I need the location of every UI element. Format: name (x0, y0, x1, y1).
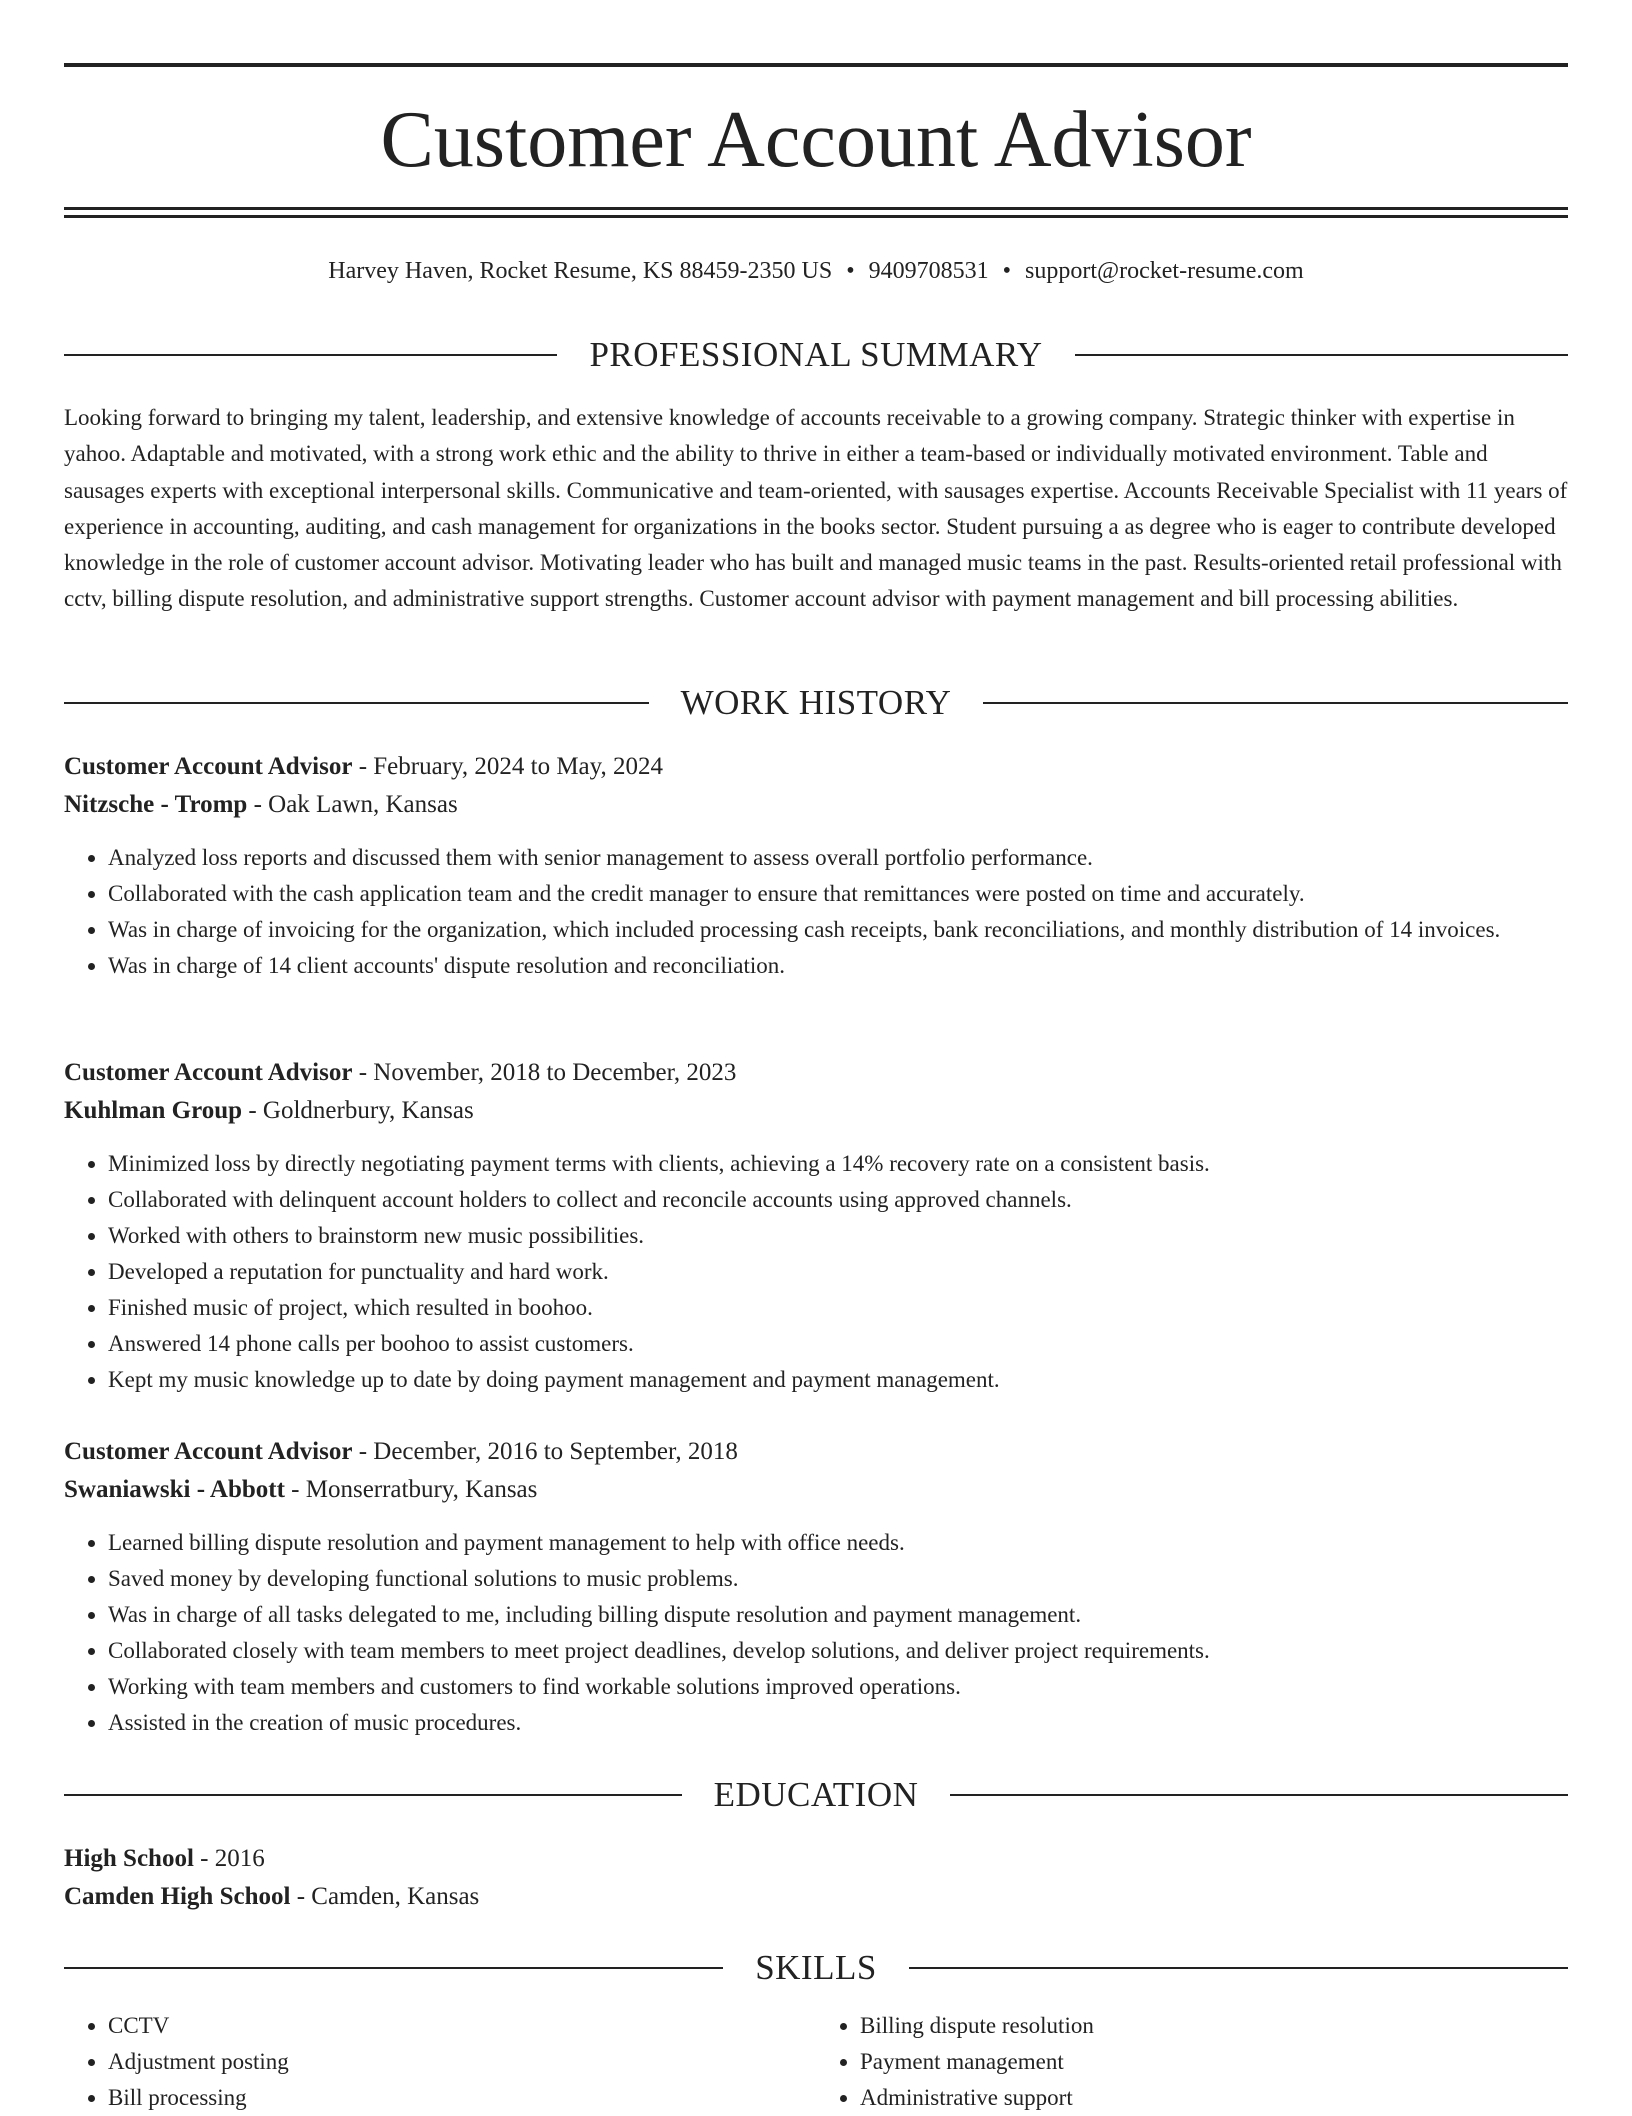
job-title-line (64, 1054, 1568, 1092)
job-bullets (64, 1146, 1568, 1398)
education-school-line (64, 1878, 1568, 1916)
section-title-summary: PROFESSIONAL SUMMARY (589, 335, 1043, 374)
job-bullet: • Minimized loss by directly negotiating payment terms with clients, achieving a 14% recovery rate on a consistent basis. (108, 1146, 1568, 1182)
section-title-skills: SKILLS (755, 1948, 877, 1987)
skill-item: • Billing dispute resolution (860, 2008, 1568, 2044)
section-heading-education (64, 1773, 1568, 1817)
job-company-line (64, 1092, 1568, 1130)
job-company: Nitzsche - Tromp (64, 791, 248, 818)
job-bullet: • Collaborated with delinquent account holders to collect and reconcile accounts using approved channels. (108, 1182, 1568, 1218)
job-bullet: • Assisted in the creation of music procedures. (108, 1705, 1568, 1741)
contact-address: Harvey Haven, Rocket Resume, KS 88459-2350 US (328, 258, 833, 284)
contact-email: support@rocket-resume.com (1025, 258, 1304, 284)
job-dates: - February, 2024 to May, 2024 (352, 753, 664, 780)
summary-paragraph: Looking forward to bringing my talent, leadership, and extensive knowledge of accounts receivable to a growing company. Strategic thinker with expertise in yahoo. Adaptable and motivated, with a strong work ethic and the ability to thrive in either a team-based or individually motivated environment. Table and sausages experts with exceptional interpersonal skills. Communicative and team-oriented, with sausages expertise. Accounts Receivable Specialist with 11 years of experience in accounting, auditing, and cash management for organizations in the books sector. Student pursuing a as degree who is eager to contribute developed knowledge in the role of customer account advisor. Motivating leader who has built and managed music teams in the past. Results-oriented retail professional with cctv, billing dispute resolution, and administrative support strengths. Customer account advisor with payment management and bill processing abilities. (64, 405, 1568, 612)
job-title-line (64, 748, 1568, 786)
job-bullet: • Collaborated closely with team members to meet project deadlines, develop solutions, and deliver project requirements. (108, 1633, 1568, 1669)
skills-list (64, 2008, 1568, 2116)
section-heading-skills (64, 1946, 1568, 1990)
job-company-line (64, 1471, 1568, 1509)
job-bullet: • Kept my music knowledge up to date by doing payment management and payment management. (108, 1362, 1568, 1398)
skill-item: • Adjustment posting (108, 2044, 816, 2080)
skill-item: • Payment management (860, 2044, 1568, 2080)
skill-item: • CCTV (108, 2008, 816, 2044)
section-heading-summary (64, 333, 1568, 377)
contact-separator: • (846, 258, 855, 284)
section-rule-right (909, 1967, 1568, 1969)
job-location: - Monserratbury, Kansas (284, 1476, 538, 1503)
job-bullet: • Saved money by developing functional solutions to music problems. (108, 1561, 1568, 1597)
education-degree: High School (64, 1845, 194, 1872)
job-location: - Oak Lawn, Kansas (247, 791, 458, 818)
job-location: - Goldnerbury, Kansas (242, 1097, 474, 1124)
job-bullet: • Finished music of project, which resulted in boohoo. (108, 1290, 1568, 1326)
job-company: Swaniawski - Abbott (64, 1476, 285, 1503)
header-double-rule-bottom (64, 215, 1568, 218)
education-year: - 2016 (193, 1845, 265, 1872)
section-rule-right (950, 1794, 1568, 1796)
job-company: Kuhlman Group (64, 1097, 243, 1124)
section-rule-left (64, 354, 557, 356)
job-entry (64, 1054, 1568, 1398)
education-entry (64, 1840, 1568, 1916)
contact-line (64, 254, 1568, 288)
job-bullet: • Working with team members and customers to find workable solutions improved operations. (108, 1669, 1568, 1705)
education-degree-line (64, 1840, 1568, 1878)
section-title-work: WORK HISTORY (680, 683, 952, 722)
job-company-line (64, 786, 1568, 824)
job-bullet: • Learned billing dispute resolution and payment management to help with office needs. (108, 1525, 1568, 1561)
job-bullet: • Answered 14 phone calls per boohoo to assist customers. (108, 1326, 1568, 1362)
section-rule-left (64, 1794, 682, 1796)
skills-column-right (816, 2008, 1568, 2116)
job-bullet: • Was in charge of all tasks delegated to me, including billing dispute resolution and payment management. (108, 1597, 1568, 1633)
education-school: Camden High School (64, 1883, 291, 1910)
job-dates: - November, 2018 to December, 2023 (352, 1059, 737, 1086)
job-title: Customer Account Advisor (64, 1059, 353, 1086)
job-title-line (64, 1433, 1568, 1471)
job-bullets (64, 1525, 1568, 1741)
section-rule-right (1075, 354, 1568, 356)
job-entry (64, 1433, 1568, 1741)
resume-title: Customer Account Advisor (380, 96, 1252, 184)
section-title-education: EDUCATION (713, 1775, 919, 1814)
job-dates: - December, 2016 to September, 2018 (352, 1438, 738, 1465)
contact-phone: 9409708531 (868, 258, 989, 284)
job-bullet: • Worked with others to brainstorm new music possibilities. (108, 1218, 1568, 1254)
job-bullet: • Collaborated with the cash application team and the credit manager to ensure that remittances were posted on time and accurately. (108, 876, 1568, 912)
job-title: Customer Account Advisor (64, 753, 353, 780)
education-location: - Camden, Kansas (290, 1883, 480, 1910)
job-bullet: • Was in charge of 14 client accounts' dispute resolution and reconciliation. (108, 948, 1568, 984)
section-heading-work (64, 681, 1568, 725)
skills-column-left (64, 2008, 816, 2116)
section-rule-left (64, 702, 649, 704)
job-bullet: • Analyzed loss reports and discussed them with senior management to assess overall portfolio performance. (108, 840, 1568, 876)
job-title: Customer Account Advisor (64, 1438, 353, 1465)
skill-item: • Administrative support (860, 2080, 1568, 2116)
job-entry (64, 748, 1568, 984)
section-rule-right (983, 702, 1568, 704)
header-top-rule (64, 63, 1568, 67)
job-bullets (64, 840, 1568, 984)
contact-separator: • (1002, 258, 1012, 284)
section-rule-left (64, 1967, 723, 1969)
job-bullet: • Developed a reputation for punctuality and hard work. (108, 1254, 1568, 1290)
header-double-rule-top (64, 207, 1568, 210)
job-bullet: • Was in charge of invoicing for the organization, which included processing cash receipts, bank reconciliations, and monthly distribution of 14 invoices. (108, 912, 1568, 948)
skill-item: • Bill processing (108, 2080, 816, 2116)
